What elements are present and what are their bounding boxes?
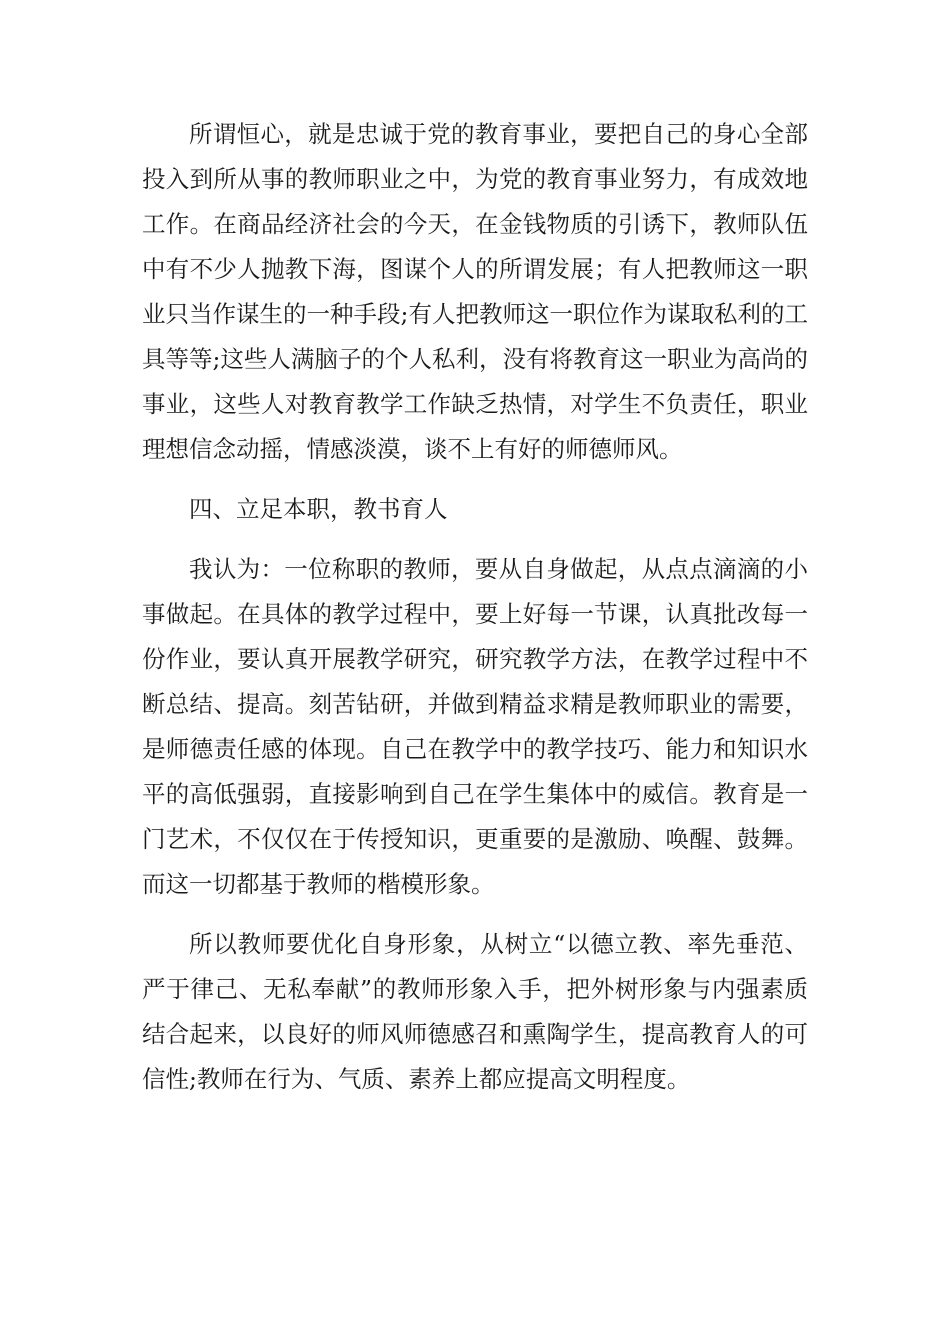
document-body: [142, 112, 808, 1102]
section-heading-four: 四、立足本职，教书育人: [189, 495, 448, 523]
paragraph-teacher-image: 所以教师要优化自身形象，从树立“以德立教、率先垂范、严于律己、无私奉献”的教师形象入手，把外树形象与内强素质结合起来，以良好的师风师德感召和熏陶学生，提高教育人的可信性;教师在行为、气质、素养上都应提高文明程度。: [142, 930, 808, 1093]
paragraph-competent-teacher: 我认为：一位称职的教师，要从自身做起，从点点滴滴的小事做起。在具体的教学过程中，要上好每一节课，认真批改每一份作业，要认真开展教学研究，研究教学方法，在教学过程中不断总结、提高。刻苦钻研，并做到精益求精是教师职业的需要，是师德责任感的体现。自己在教学中的教学技巧、能力和知识水平的高低强弱，直接影响到自己在学生集体中的威信。教育是一门艺术，不仅仅在于传授知识，更重要的是激励、唤醒、鼓舞。而这一切都基于教师的楷模形象。: [142, 555, 808, 898]
paragraph-perseverance: 所谓恒心，就是忠诚于党的教育事业，要把自己的身心全部投入到所从事的教师职业之中，为党的教育事业努力，有成效地工作。在商品经济社会的今天，在金钱物质的引诱下，教师队伍中有不少人抛教下海，图谋个人的所谓发展；有人把教师这一职业只当作谋生的一种手段;有人把教师这一职位作为谋取私利的工具等等;这些人满脑子的个人私利，没有将教育这一职业为高尚的事业，这些人对教育教学工作缺乏热情，对学生不负责任，职业理想信念动摇，情感淡漠，谈不上有好的师德师风。: [142, 120, 808, 463]
